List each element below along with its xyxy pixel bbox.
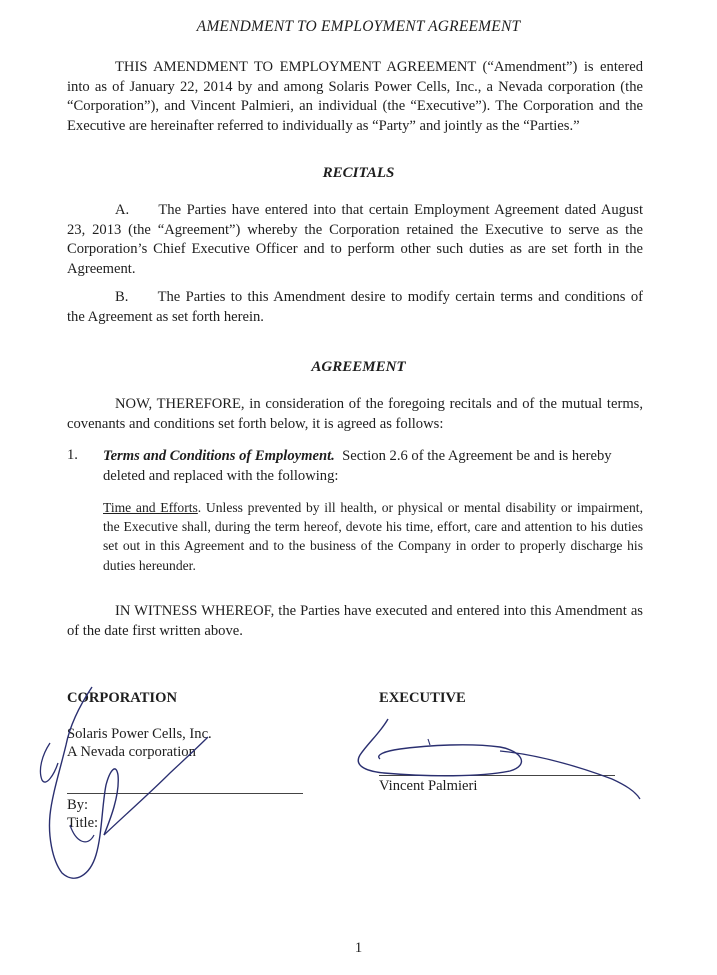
corporation-description: A Nevada corporation xyxy=(67,744,196,760)
agreement-heading: AGREEMENT xyxy=(311,359,406,375)
quoted-body: . Unless prevented by ill health, or physical or mental disability or impairment, the Executive shall, during the term hereof, devote his time, effort, care and attention to his duties set out in this Agreement and to the business of the Company in order to properly discharge his duties hereunder. xyxy=(103,500,643,573)
item-1-body: Section 2.6 of the Agreement be and is hereby deleted and replaced with the following: xyxy=(103,448,612,484)
quoted-term: Time and Efforts xyxy=(103,500,198,515)
corporation-handwritten-signature xyxy=(30,675,230,885)
document-title: AMENDMENT TO EMPLOYMENT AGREEMENT xyxy=(196,18,521,35)
recitals-heading: RECITALS xyxy=(322,165,395,181)
executive-heading: EXECUTIVE xyxy=(379,690,466,706)
recital-a-paragraph: A. The Parties have entered into that certain Employment Agreement dated August 23, 2013 (the “Agreement”) whereby the Corporation retained the Executive to serve as the Corporation’s Chief Executive Officer and to perform other such duties as are set forth in the Agreement. xyxy=(67,202,643,277)
quoted-section-text xyxy=(103,498,643,575)
witness-paragraph: IN WITNESS WHEREOF, the Parties have executed and entered into this Amendment as of the date first written above. xyxy=(67,603,643,639)
recital-b-paragraph: B. The Parties to this Amendment desire to modify certain terms and conditions of the Agreement as set forth herein. xyxy=(67,289,643,325)
item-1-number: 1. xyxy=(67,447,78,463)
page-number: 1 xyxy=(354,940,363,956)
intro-paragraph: THIS AMENDMENT TO EMPLOYMENT AGREEMENT (“Amendment”) is entered into as of January 22, 2014 by and among Solaris Power Cells, Inc., a Nevada corporation (the “Corporation”), and Vincent Palmieri, an individual (the “Executive”). The Corporation and the Executive are hereinafter referred to individually as “Party” and jointly as the “Parties.” xyxy=(67,59,643,134)
by-label: By: xyxy=(67,797,89,813)
item-1-title: Terms and Conditions of Employment. xyxy=(103,448,335,464)
executive-handwritten-signature xyxy=(350,715,650,805)
corporation-name: Solaris Power Cells, Inc. xyxy=(67,726,212,742)
title-label: Title: xyxy=(67,815,99,831)
item-1-text xyxy=(103,447,643,486)
agreement-intro-paragraph: NOW, THEREFORE, in consideration of the foregoing recitals and of the mutual terms, covenants and conditions set forth below, it is agreed as follows: xyxy=(67,396,643,432)
executive-name: Vincent Palmieri xyxy=(379,778,478,794)
corporation-heading: CORPORATION xyxy=(67,690,177,706)
